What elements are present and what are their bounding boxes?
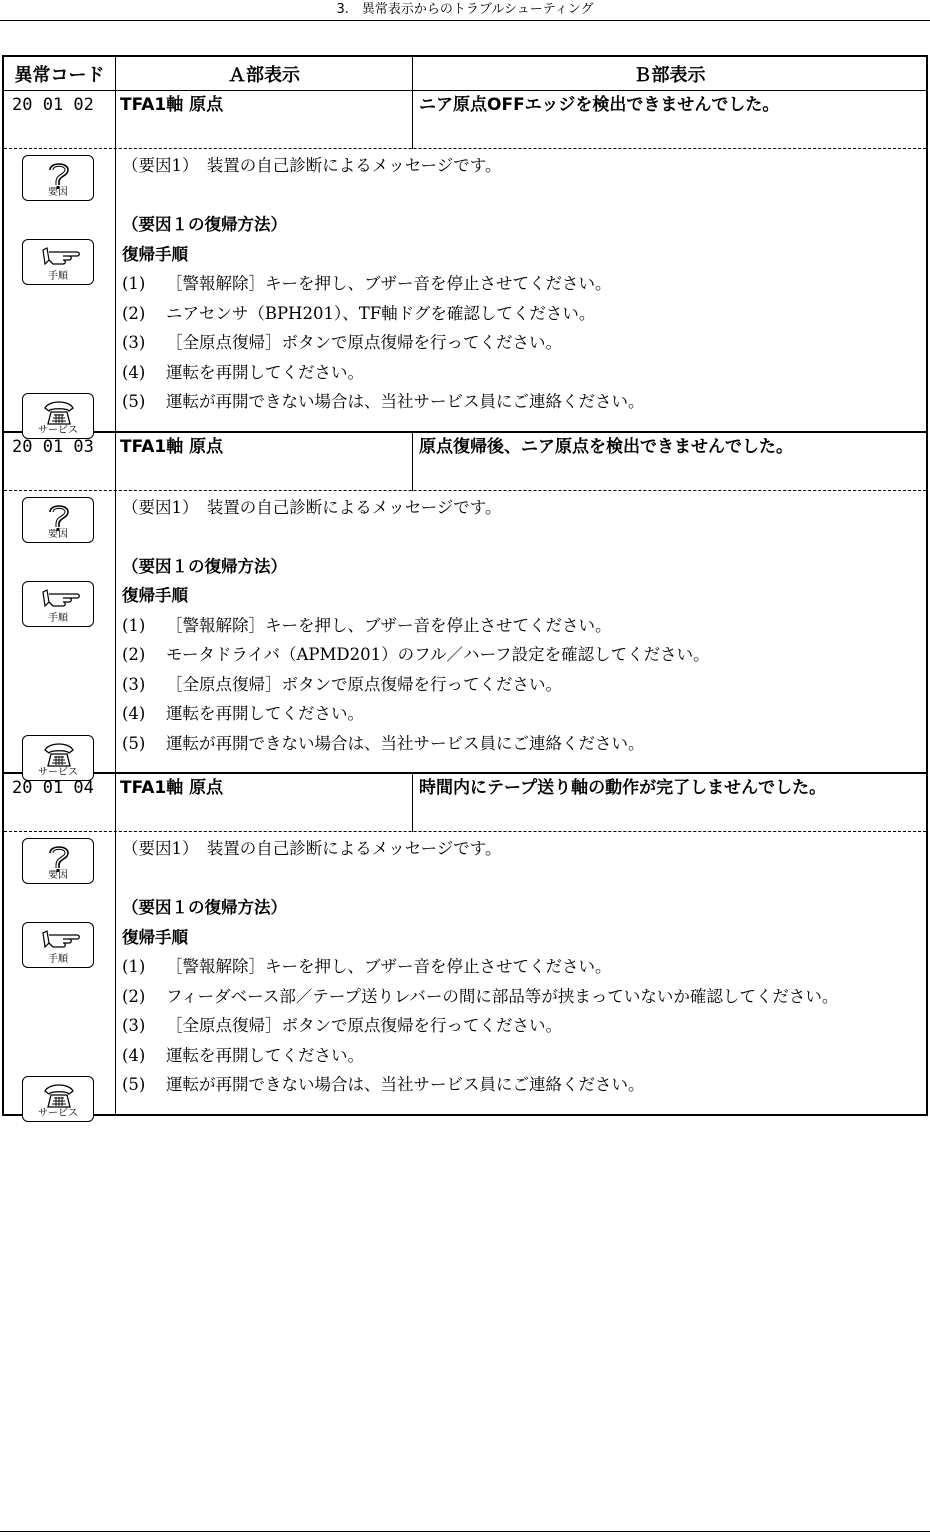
cause-text: （要因1） 装置の自己診断によるメッセージです。 xyxy=(122,839,502,858)
entry-summary-row xyxy=(4,433,926,491)
header-rule xyxy=(0,20,930,21)
error-code: 20 01 03 xyxy=(4,433,116,491)
procedure-step xyxy=(122,358,926,388)
error-entry xyxy=(4,433,926,778)
procedure-step xyxy=(122,982,926,1012)
error-entry xyxy=(4,774,926,1119)
error-entries xyxy=(4,91,926,1119)
step-text: ［全原点復帰］ボタンで原点復帰を行ってください。 xyxy=(166,1016,562,1035)
page-header-title: 3. 異常表示からのトラブルシューティング xyxy=(336,2,594,17)
service-icon-label: サービス xyxy=(38,766,78,778)
procedure-steps xyxy=(122,269,926,417)
step-text: 運転を再開してください。 xyxy=(166,1045,364,1065)
step-text: ［警報解除］キーを押し、ブザー音を停止させてください。 xyxy=(166,957,612,976)
procedure-icon xyxy=(22,922,94,968)
step-number: (3) xyxy=(122,674,146,694)
procedure-step xyxy=(122,699,926,729)
procedure-step xyxy=(122,1070,926,1100)
cause-icon xyxy=(22,838,94,884)
a-display-text: TFA1軸 原点 xyxy=(116,774,413,832)
entry-summary-row xyxy=(4,91,926,149)
procedure-step xyxy=(122,729,926,759)
error-code: 20 01 04 xyxy=(4,774,116,832)
procedure-step xyxy=(122,1041,926,1071)
step-number: (4) xyxy=(122,362,146,382)
procedure-step xyxy=(122,328,926,358)
entry-content xyxy=(116,149,926,431)
recovery-title: （要因１の復帰方法） xyxy=(122,215,287,234)
step-text: 運転が再開できない場合は、当社サービス員にご連絡ください。 xyxy=(166,1075,645,1094)
cause-text: （要因1） 装置の自己診断によるメッセージです。 xyxy=(122,497,502,517)
header-b-display: Ｂ部表示 xyxy=(633,64,706,86)
step-text: ［警報解除］キーを押し、ブザー音を停止させてください。 xyxy=(166,615,612,635)
step-text: ニアセンサ（BPH201）、TF軸ドグを確認してください。 xyxy=(166,303,596,323)
procedure-icon-label: 手順 xyxy=(48,954,68,965)
procedure-title: 復帰手順 xyxy=(122,586,188,605)
service-icon-label: サービス xyxy=(38,1108,78,1119)
step-text: 運転を再開してください。 xyxy=(166,362,364,382)
step-number: (3) xyxy=(122,333,146,352)
error-code-table xyxy=(2,55,928,1119)
error-entry xyxy=(4,91,926,436)
step-number: (5) xyxy=(122,733,146,753)
cause-icon-label: 要因 xyxy=(48,528,68,540)
error-code: 20 01 02 xyxy=(4,91,116,149)
icon-column xyxy=(4,832,116,1119)
footer-rule xyxy=(0,1531,930,1532)
header-error-code: 異常コード xyxy=(4,57,116,90)
procedure-step xyxy=(122,1011,926,1041)
icon-column xyxy=(4,149,116,436)
procedure-steps xyxy=(122,952,926,1100)
procedure-icon xyxy=(22,239,94,285)
recovery-title: （要因１の復帰方法） xyxy=(122,898,287,917)
step-number: (1) xyxy=(122,957,146,976)
step-number: (1) xyxy=(122,274,146,293)
icon-column xyxy=(4,491,116,778)
procedure-title: 復帰手順 xyxy=(122,927,188,947)
step-text: フィーダベース部／テープ送りレバーの間に部品等が挟まっていないか確認してください。 xyxy=(166,986,839,1006)
procedure-icon-label: 手順 xyxy=(48,612,68,624)
step-number: (2) xyxy=(122,303,146,323)
step-number: (1) xyxy=(122,615,146,635)
entry-detail-row xyxy=(4,491,926,778)
entry-content xyxy=(116,491,926,773)
procedure-step xyxy=(122,299,926,329)
b-display-text: ニア原点OFFエッジを検出できませんでした。 xyxy=(419,95,780,115)
procedure-step xyxy=(122,640,926,670)
step-number: (2) xyxy=(122,645,146,664)
step-number: (4) xyxy=(122,1045,146,1065)
cause-icon-label: 要因 xyxy=(48,187,68,198)
step-text: 運転が再開できない場合は、当社サービス員にご連絡ください。 xyxy=(166,733,645,753)
header-a-display: Ａ部表示 xyxy=(116,57,413,90)
step-text: モータドライバ（APMD201）のフル／ハーフ設定を確認してください。 xyxy=(166,645,710,664)
step-text: ［全原点復帰］ボタンで原点復帰を行ってください。 xyxy=(166,674,562,694)
entry-content xyxy=(116,832,926,1114)
recovery-title: （要因１の復帰方法） xyxy=(122,556,287,576)
step-number: (2) xyxy=(122,986,146,1006)
procedure-step xyxy=(122,670,926,700)
b-display-text: 原点復帰後、ニア原点を検出できませんでした。 xyxy=(419,436,793,457)
cause-icon xyxy=(22,497,94,543)
procedure-step xyxy=(122,952,926,982)
procedure-title: 復帰手順 xyxy=(122,244,188,264)
cause-icon xyxy=(22,155,94,201)
procedure-steps xyxy=(122,611,926,759)
step-text: ［警報解除］キーを押し、ブザー音を停止させてください。 xyxy=(166,274,612,293)
step-text: 運転を再開してください。 xyxy=(166,704,364,723)
table-header-row xyxy=(4,57,926,91)
a-display-text: TFA1軸 原点 xyxy=(116,91,413,149)
cause-icon-label: 要因 xyxy=(48,870,68,881)
procedure-step xyxy=(122,269,926,299)
service-phone-icon xyxy=(22,1076,94,1122)
step-text: ［全原点復帰］ボタンで原点復帰を行ってください。 xyxy=(166,333,562,352)
procedure-icon-label: 手順 xyxy=(48,271,68,282)
cause-text: （要因1） 装置の自己診断によるメッセージです。 xyxy=(122,156,502,175)
entry-detail-row xyxy=(4,832,926,1119)
step-text: 運転が再開できない場合は、当社サービス員にご連絡ください。 xyxy=(166,392,645,411)
step-number: (5) xyxy=(122,392,146,411)
step-number: (5) xyxy=(122,1075,146,1094)
step-number: (4) xyxy=(122,704,146,723)
entry-detail-row xyxy=(4,149,926,436)
b-display-text: 時間内にテープ送り軸の動作が完了しませんでした。 xyxy=(419,778,827,798)
entry-summary-row xyxy=(4,774,926,832)
a-display-text: TFA1軸 原点 xyxy=(116,433,413,491)
service-icon-label: サービス xyxy=(38,425,78,436)
procedure-icon xyxy=(22,581,94,627)
procedure-step xyxy=(122,387,926,417)
step-number: (3) xyxy=(122,1016,146,1035)
procedure-step xyxy=(122,611,926,641)
